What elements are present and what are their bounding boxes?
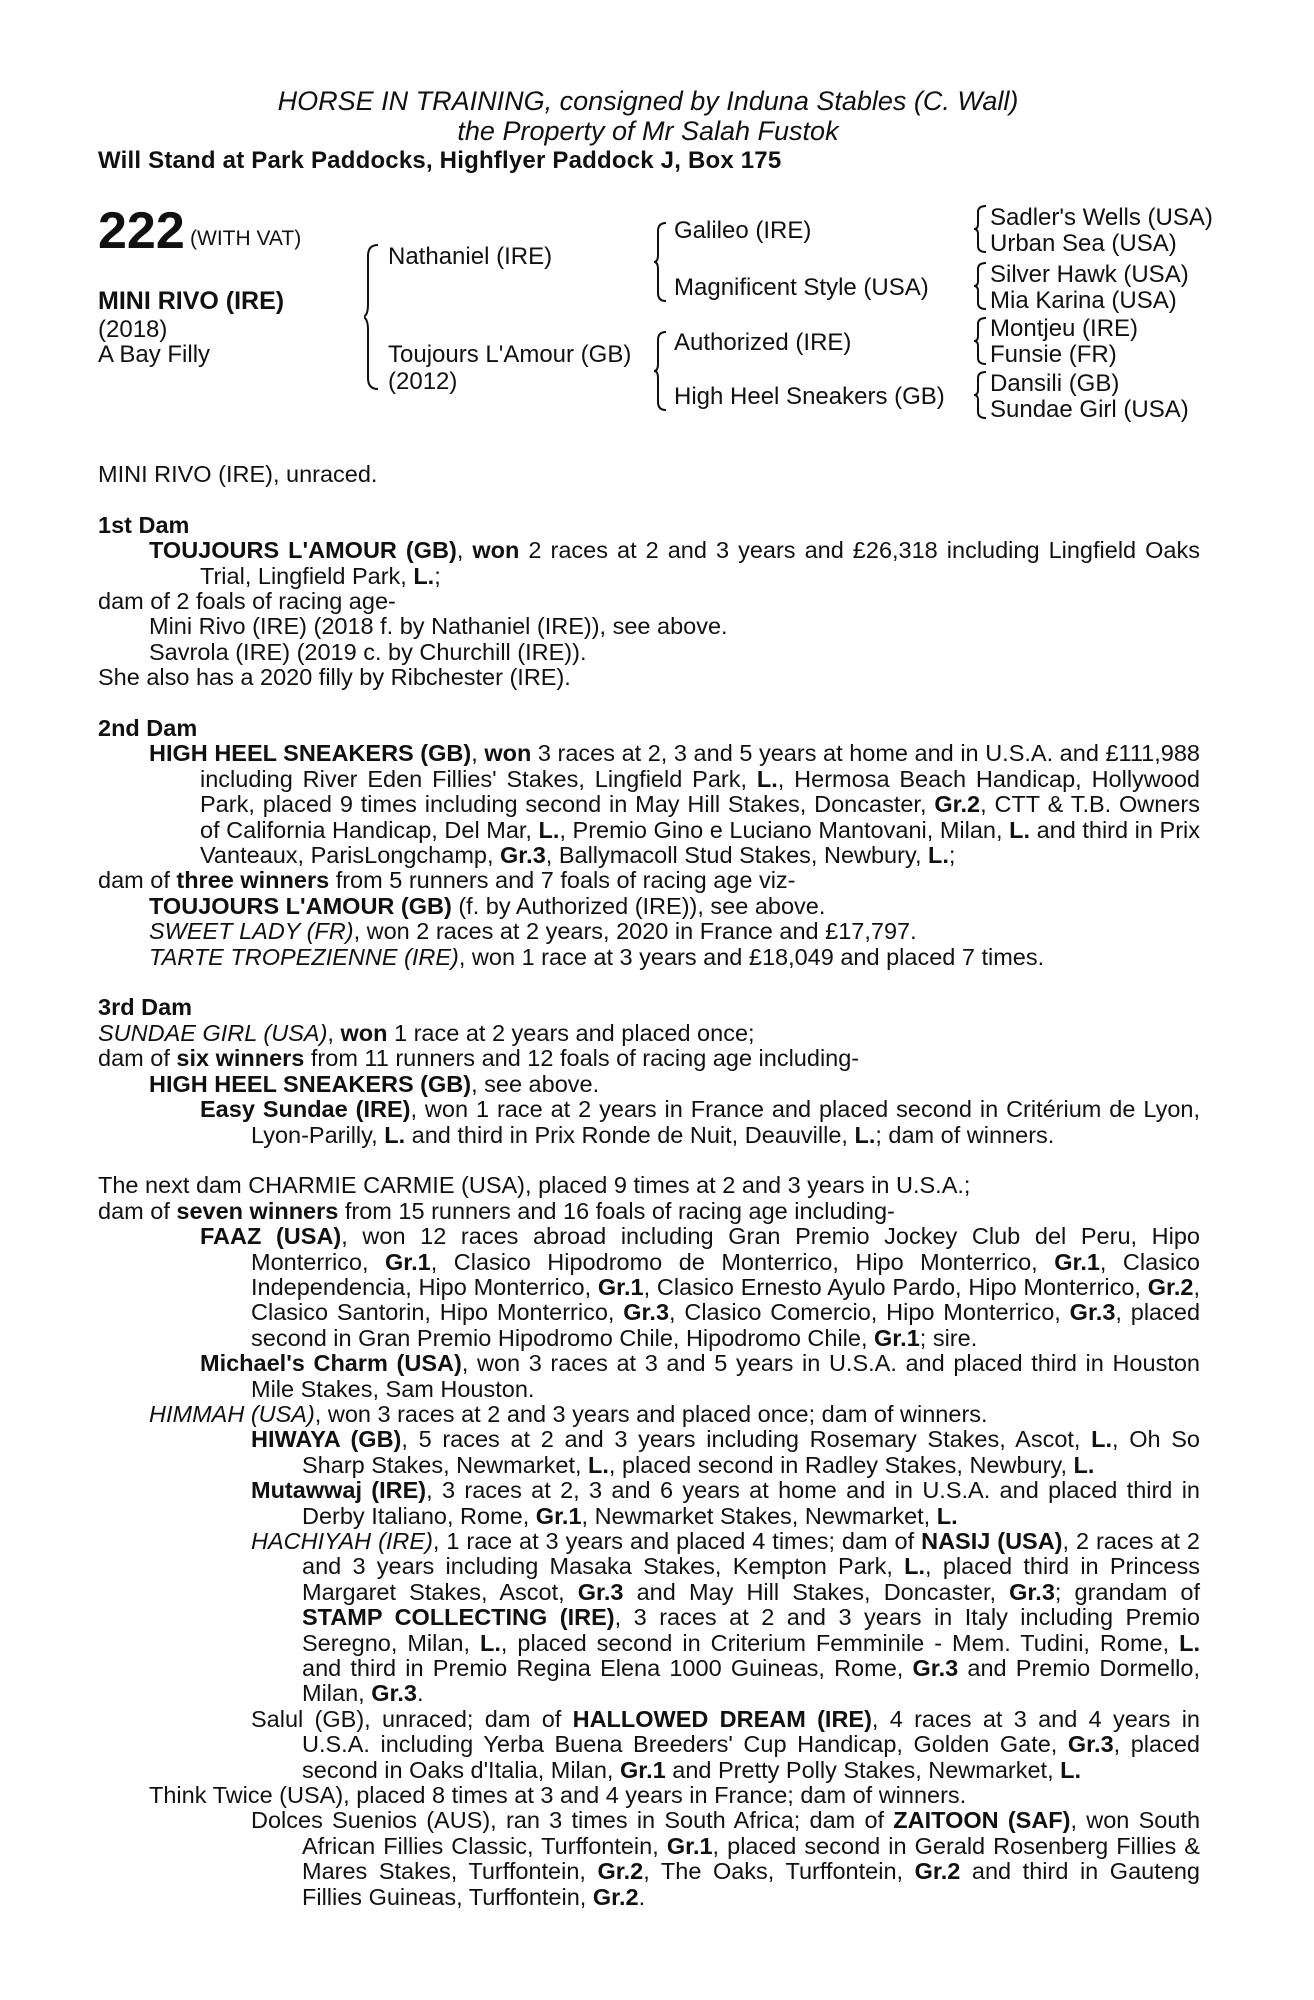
first-dam-foal-2: Savrola (IRE) (2019 c. by Churchill (IRE)).: [149, 638, 587, 665]
text: and May Hill Stakes, Doncaster,: [623, 1578, 1010, 1605]
text: from 15 runners and 16 foals of racing age including-: [338, 1197, 895, 1224]
property-line: the Property of Mr Salah Fustok: [457, 116, 839, 146]
pedigree-g2: Urban Sea (USA): [990, 230, 1177, 257]
group-label: Gr.2: [1147, 1273, 1194, 1300]
group-label: Gr.1: [535, 1502, 582, 1529]
text: , placed second in Criterium Femminile - Mem. Tudini, Rome,: [500, 1629, 1180, 1656]
text: dam of: [98, 1197, 177, 1224]
text: and Pretty Polly Stakes, Newmarket,: [665, 1756, 1061, 1783]
group-label: Gr.3: [912, 1655, 959, 1682]
group-label: Gr.3: [500, 842, 546, 869]
text: , 5 races at 2 and 3 years including Rosemary Stakes, Ascot,: [401, 1426, 1092, 1453]
offspring-name: TOUJOURS L'AMOUR (GB): [149, 892, 452, 919]
text: , Clasico Independencia, Hipo Monterrico,: [251, 1248, 1200, 1300]
text: and third in Prix Vanteaux, ParisLongchamp,: [200, 816, 1200, 869]
offspring-name: HIMMAH (USA): [149, 1400, 315, 1427]
group-label: Gr.1: [1054, 1248, 1100, 1275]
first-dam-foals: dam of 2 foals of racing age-: [98, 588, 396, 615]
pedigree-g6: Funsie (FR): [990, 341, 1117, 368]
offspring-name: Mutawwaj (IRE): [251, 1477, 427, 1504]
text: , placed second in Radley Stakes, Newbury,: [608, 1451, 1074, 1478]
text: ; grandam of: [1054, 1578, 1201, 1605]
third-dam-produce: [98, 1046, 1200, 1071]
offspring-name: HIGH HEEL SNEAKERS (GB): [149, 1070, 472, 1097]
salul-entry: [98, 1707, 1200, 1783]
text: , Clasico Comercio, Hipo Monterrico,: [669, 1299, 1070, 1326]
offspring-name: TARTE TROPEZIENNE (IRE): [149, 943, 459, 970]
pedigree-g3: Silver Hawk (USA): [990, 261, 1189, 288]
second-dam-offspring-1: [98, 894, 1200, 919]
pedigree-dam-year: (2012): [388, 368, 458, 395]
text: , won 1 race at 3 years and £18,049 and placed 7 times.: [458, 943, 1045, 970]
won-label: won: [484, 740, 532, 767]
text: ;: [948, 842, 956, 869]
text: , won South African Fillies Classic, Turffontein,: [302, 1807, 1201, 1859]
race-record: MINI RIVO (IRE), unraced.: [98, 461, 378, 487]
pedigree-g8: Sundae Girl (USA): [990, 396, 1189, 423]
listed-label: L.: [480, 1629, 501, 1656]
text: , 1 race at 3 years and placed 4 times; dam of: [432, 1528, 922, 1554]
group-label: Gr.1: [597, 1273, 644, 1300]
first-dam-text: 2 races at 2 and 3 years and £26,318 including Lingfield Oaks Trial, Lingfield Park,: [200, 537, 1200, 589]
hachiyah-entry: [98, 1529, 1200, 1707]
text: , Newmarket Stakes, Newmarket,: [581, 1502, 937, 1529]
group-label: Gr.2: [597, 1858, 644, 1885]
offspring-name: SWEET LADY (FR): [149, 918, 354, 945]
pedigree-brace-g3: [974, 317, 988, 365]
group-label: Gr.3: [623, 1299, 670, 1326]
text: dam of: [98, 867, 177, 894]
text: , placed third in Princess Margaret Stakes, Ascot,: [302, 1553, 1200, 1605]
pedigree-brace-sire: [654, 222, 668, 302]
text: and Premio Dormello, Milan,: [302, 1655, 1200, 1707]
text: , Ballymacoll Stud Stakes, Newbury,: [545, 842, 929, 869]
offspring-name: HIWAYA (GB): [251, 1426, 402, 1453]
third-dam-heading: 3rd Dam: [98, 994, 193, 1021]
text: ; dam of winners.: [875, 1121, 1055, 1148]
group-label: Gr.2: [592, 1883, 639, 1910]
michaels-charm-entry: [98, 1351, 1200, 1402]
horse-description: A Bay Filly: [98, 341, 211, 368]
text: , placed second in Gerald Rosenberg Fillies & Mares Stakes, Turffontein,: [302, 1832, 1200, 1885]
first-dam-foal-1: Mini Rivo (IRE) (2018 f. by Nathaniel (IRE)), see above.: [149, 613, 728, 640]
listed-label: L.: [1091, 1426, 1113, 1453]
text: , Premio Gino e Luciano Mantovani, Milan,: [559, 816, 1010, 843]
winners-count: seven winners: [176, 1197, 339, 1224]
first-dam-also: She also has a 2020 filly by Ribchester (IRE).: [98, 664, 571, 691]
pedigree-sire: Nathaniel (IRE): [388, 243, 553, 270]
group-label: Gr.1: [666, 1832, 713, 1859]
second-dam-offspring-2: [98, 919, 1200, 944]
pedigree-g1: Sadler's Wells (USA): [990, 204, 1213, 231]
pedigree-dam-dam: High Heel Sneakers (GB): [674, 383, 945, 410]
first-dam-entry: TOUJOURS L'AMOUR (GB), won 2 races at 2 and 3 years and £26,318 including Lingfield Oaks Trial, Lingfield Park, L.;: [149, 537, 1200, 589]
pedigree-g5: Montjeu (IRE): [990, 315, 1139, 342]
stabling-line: Will Stand at Park Paddocks, Highflyer Paddock J, Box 175: [98, 147, 782, 174]
offspring-name: STAMP COLLECTING (IRE): [302, 1604, 615, 1631]
text: , Clasico Ernesto Ayulo Pardo, Hipo Monterrico,: [643, 1273, 1148, 1300]
text: .: [416, 1680, 424, 1707]
next-dam-produce: [98, 1199, 1200, 1224]
second-dam-produce: [98, 868, 1200, 893]
text: from 5 runners and 7 foals of racing age viz-: [329, 867, 796, 894]
listed-label: L.: [1009, 816, 1030, 843]
text: Salul (GB), unraced; dam of: [251, 1705, 573, 1732]
text: , The Oaks, Turffontein,: [643, 1858, 915, 1885]
text: 1 race at 2 years and placed once;: [387, 1019, 755, 1046]
won-label: won: [472, 537, 520, 564]
text: , won 1 race at 2 years in France and placed second in Critérium de Lyon, Lyon-Parilly,: [251, 1096, 1200, 1148]
third-dam-offspring-1: [98, 1072, 1200, 1097]
himmah-entry: [98, 1402, 1200, 1427]
listed-label: L.: [1073, 1451, 1095, 1478]
group-label: Gr.3: [1067, 1731, 1114, 1758]
think-twice-entry: Think Twice (USA), placed 8 times at 3 and 4 years in France; dam of winners.: [149, 1782, 967, 1809]
group-label: Gr.2: [914, 1858, 961, 1885]
group-label: Gr.2: [934, 791, 981, 818]
text: .: [638, 1883, 646, 1910]
group-label: Gr.1: [874, 1324, 920, 1351]
offspring-name: FAAZ (USA): [200, 1223, 342, 1250]
consignor-line: HORSE IN TRAINING, consigned by Induna Stables (C. Wall): [277, 86, 1019, 116]
listed-label: L.: [936, 1502, 958, 1529]
second-dam-offspring-3: [98, 945, 1200, 970]
text: ; sire.: [919, 1324, 978, 1351]
listed-label: L.: [904, 1553, 926, 1580]
pedigree-brace-g2: [974, 262, 988, 310]
text: Dolces Suenios (AUS), ran 3 times in South Africa; dam of: [251, 1807, 894, 1834]
listed-label: L.: [756, 765, 778, 792]
text: , Clasico Santorin, Hipo Monterrico,: [251, 1273, 1200, 1326]
pedigree-sire-sire: Galileo (IRE): [674, 217, 812, 244]
hiwaya-entry: [98, 1427, 1200, 1478]
text: (f. by Authorized (IRE)), see above.: [451, 892, 826, 919]
listed-label: L.: [384, 1121, 406, 1148]
text: dam of: [98, 1045, 177, 1072]
dolces-suenios-entry: [98, 1808, 1200, 1910]
text: from 11 runners and 12 foals of racing age including-: [304, 1045, 860, 1072]
listed-label: L.: [413, 562, 435, 589]
pedigree-g7: Dansili (GB): [990, 370, 1120, 397]
listed-label: L.: [538, 816, 560, 843]
vat-note: (WITH VAT): [190, 227, 302, 250]
offspring-name: ZAITOON (SAF): [893, 1807, 1071, 1834]
group-label: Gr.3: [1069, 1299, 1116, 1326]
text: , Clasico Hipodromo de Monterrico, Hipo Monterrico,: [430, 1248, 1055, 1275]
group-label: Gr.1: [385, 1248, 431, 1275]
text: , won 3 races at 2 and 3 years and placed once; dam of winners.: [314, 1400, 988, 1427]
pedigree-brace-g1: [974, 205, 988, 253]
text: , CTT & T.B. Owners of California Handicap, Del Mar,: [200, 791, 1200, 843]
pedigree-brace-g4: [974, 371, 988, 419]
second-dam-heading: 2nd Dam: [98, 715, 198, 742]
catalogue-body: [98, 462, 1200, 1910]
group-label: Gr.3: [371, 1680, 417, 1707]
offspring-name: Michael's Charm (USA): [200, 1350, 462, 1377]
second-dam-name: HIGH HEEL SNEAKERS (GB): [149, 740, 472, 767]
pedigree-brace-dam: [654, 331, 668, 411]
offspring-name: Easy Sundae (IRE): [200, 1096, 411, 1123]
first-dam-name: TOUJOURS L'AMOUR (GB): [149, 537, 457, 564]
third-dam-entry: SUNDAE GIRL (USA), won 1 race at 2 years and placed once;: [98, 1019, 755, 1046]
horse-year: (2018): [98, 316, 168, 343]
text: , placed second in Oaks d'Italia, Milan,: [302, 1731, 1200, 1783]
listed-label: L.: [854, 1121, 876, 1148]
text: , 2 races at 2 and 3 years including Masaka Stakes, Kempton Park,: [302, 1528, 1200, 1580]
text: and third in Prix Ronde de Nuit, Deauville,: [405, 1121, 855, 1148]
text: , won 2 races at 2 years, 2020 in France and £17,797.: [353, 918, 917, 945]
text: , Oh So Sharp Stakes, Newmarket,: [302, 1426, 1200, 1478]
text: , see above.: [471, 1070, 600, 1097]
text: , 3 races at 2, 3 and 6 years at home and in U.S.A. and placed third in Derby Italiano, Rome,: [302, 1477, 1200, 1529]
offspring-name: HACHIYAH (IRE): [251, 1528, 433, 1554]
listed-label: L.: [588, 1451, 609, 1478]
text: , 3 races at 2 and 3 years in Italy including Premio Seregno, Milan,: [302, 1604, 1200, 1656]
faaz-entry: [98, 1224, 1200, 1351]
listed-label: L.: [928, 842, 949, 869]
offspring-name: NASIJ (USA): [921, 1528, 1063, 1554]
next-dam-intro: The next dam CHARMIE CARMIE (USA), placed 9 times at 2 and 3 years in U.S.A.;: [98, 1172, 971, 1199]
listed-label: L.: [1060, 1756, 1082, 1783]
text: 3 races at 2, 3 and 5 years at home and in U.S.A. and £111,988 including River Eden Fillies' Stakes, Lingfield Park,: [200, 740, 1200, 792]
pedigree-sire-dam: Magnificent Style (USA): [674, 274, 929, 301]
group-label: Gr.3: [577, 1578, 624, 1605]
first-dam-heading: 1st Dam: [98, 511, 190, 538]
third-dam-name: SUNDAE GIRL (USA): [98, 1019, 328, 1046]
third-dam-offspring-2: [98, 1097, 1200, 1148]
text: , Hermosa Beach Handicap, Hollywood Park, placed 9 times including second in May Hill Stakes, Doncaster,: [200, 765, 1200, 818]
pedigree-brace-main: [364, 244, 380, 390]
text: , 4 races at 3 and 4 years in U.S.A. including Yerba Buena Breeders' Cup Handicap, Golden Gate,: [302, 1705, 1200, 1758]
listed-label: L.: [1179, 1629, 1200, 1656]
pedigree-dam: Toujours L'Amour (GB): [388, 341, 632, 368]
winners-count: three winners: [176, 867, 330, 894]
winners-count: six winners: [176, 1045, 305, 1072]
horse-name: MINI RIVO (IRE): [98, 287, 285, 315]
text: , won 12 races abroad including Gran Premio Jockey Club del Peru, Hipo Monterrico,: [251, 1223, 1200, 1275]
mutawwaj-entry: [98, 1478, 1200, 1529]
first-dam-text: ;: [434, 562, 441, 589]
pedigree-dam-sire: Authorized (IRE): [674, 329, 852, 356]
offspring-name: HALLOWED DREAM (IRE): [572, 1705, 872, 1732]
group-label: Gr.1: [619, 1756, 666, 1783]
group-label: Gr.3: [1009, 1578, 1055, 1605]
lot-number: 222: [98, 202, 185, 260]
pedigree-g4: Mia Karina (USA): [990, 287, 1177, 314]
text: and third in Premio Regina Elena 1000 Guineas, Rome,: [302, 1655, 913, 1682]
text: , placed second in Gran Premio Hipodromo Chile, Hipodromo Chile,: [251, 1299, 1201, 1351]
text: and third in Gauteng Fillies Guineas, Turffontein,: [302, 1858, 1200, 1910]
won-label: won: [340, 1019, 388, 1046]
second-dam-entry: HIGH HEEL SNEAKERS (GB), won 3 races at 2, 3 and 5 years at home and in U.S.A. and £111,988 including River Eden Fillies' Stakes, Lingfield Park, L., Hermosa Beach Handicap, Hollywood Park, placed 9 times including second in May Hill Stakes, Doncaster, Gr.2, CTT & T.B. Owners of California Handicap, Del Mar, L., Premio Gino e Luciano Mantovani, Milan, L. and third in Prix Vanteaux, ParisLongchamp, Gr.3, Ballymacoll Stud Stakes, Newbury, L.;: [149, 740, 1200, 869]
text: , won 3 races at 3 and 5 years in U.S.A. and placed third in Houston Mile Stakes, Sam Houston.: [251, 1350, 1200, 1402]
